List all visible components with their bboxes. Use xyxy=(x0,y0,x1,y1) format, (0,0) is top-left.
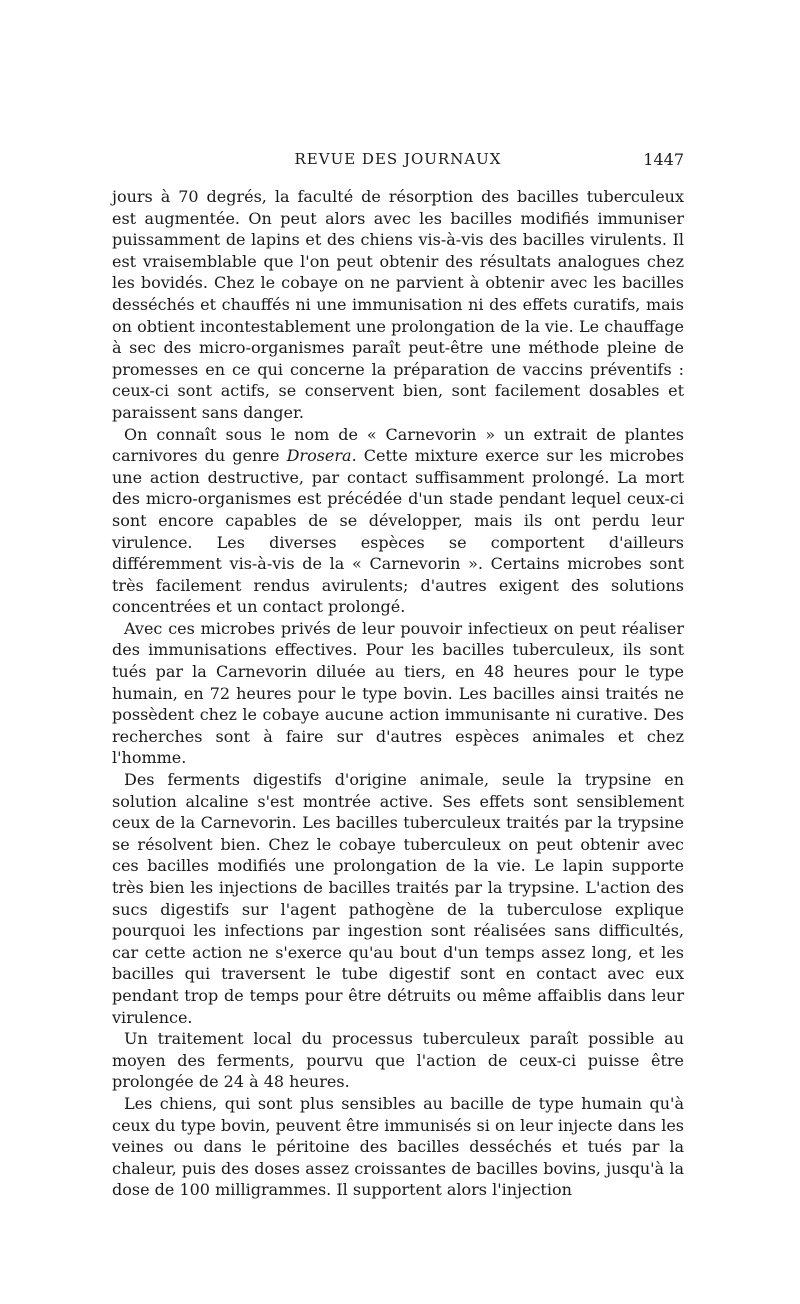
journal-title: REVUE DES JOURNAUX xyxy=(294,150,502,168)
paragraph-traitement-local: Un traitement local du processus tuberculeux paraît possible au moyen des ferments, pourvu que l'action de ceux-ci puisse être prolongée de 24 à 48 heures. xyxy=(112,1029,684,1092)
paragraph-carnevorin xyxy=(112,424,684,618)
paragraph-chiens: Les chiens, qui sont plus sensibles au bacille de type humain qu'à ceux du type bovin, peuvent être immunisés si on leur injecte dans les veines ou dans le péritoine des bacilles desséchés et tués par la chaleur, puis des doses assez croissantes de bacilles bovins, jusqu'à la dose de 100 milligrammes. Il supportent alors l'injection xyxy=(112,1093,684,1200)
paragraph-carnevorin-end: Cette mixture exerce sur les microbes une action destructive, par contact suffisamment prolongé. La mort des micro-organismes est précédée d'un stade pendant lequel ceux-ci sont encore capables de se développer, mais ils ont perdu leur virulence. Les diverses espèces se comportent d'ailleurs différemment vis-à-vis de la « Carnevorin ». Certains microbes sont très facilement rendus avirulents; d'autres exigent des solutions concentrées et un contact prolongé. xyxy=(112,446,684,617)
page-number: 1447 xyxy=(643,150,684,169)
paragraph-bacilles-chauffes: jours à 70 degrés, la faculté de résorption des bacilles tuberculeux est augmentée. On peut alors avec les bacilles modifiés immuniser puissamment de lapins et des chiens vis-à-vis des bacilles virulents. Il est vraisemblable que l'on peut obtenir des résultats analogues chez les bovidés. Chez le cobaye on ne parvient à obtenir avec les bacilles desséchés et chauffés ni une immunisation ni des effets curatifs, mais on obtient incontestablement une prolongation de la vie. Le chauffage à sec des micro-organismes paraît peut-être une méthode pleine de promesses en ce qui concerne la préparation de vaccins préventifs : ceux-ci sont actifs, se conservent bien, sont facilement dosables et paraissent sans danger. xyxy=(112,187,684,422)
genus-name: Drosera. xyxy=(286,446,357,466)
paragraph-immunisation: Avec ces microbes privés de leur pouvoir infectieux on peut réaliser des immunisations effectives. Pour les bacilles tuberculeux, ils sont tués par la Carnevorin diluée au tiers, en 48 heures pour le type humain, en 72 heures pour le type bovin. Les bacilles ainsi traités ne possèdent chez le cobaye aucune action immunisante ni curative. Des recherches sont à faire sur d'autres espèces animales et chez l'homme. xyxy=(112,618,684,768)
page xyxy=(112,150,684,1201)
article-body xyxy=(112,186,684,1201)
paragraph-ferments: Des ferments digestifs d'origine animale, seule la trypsine en solution alcaline s'est montrée active. Ses effets sont sensiblement ceux de la Carnevorin. Les bacilles tuberculeux traités par la trypsine se résolvent bien. Chez le cobaye tuberculeux on peut obtenir avec ces bacilles modifiés une prolongation de la vie. Le lapin supporte très bien les injections de bacilles traités par la trypsine. L'action des sucs digestifs sur l'agent pathogène de la tuberculose explique pourquoi les infections par ingestion sont réalisées sans difficultés, car cette action ne s'exerce qu'au bout d'un temps assez long, et les bacilles qui traversent le tube digestif sont en contact avec eux pendant trop de temps pour être détruits ou même affaiblis dans leur virulence. xyxy=(112,770,684,1027)
paragraph-carnevorin-start: On connaît sous le nom de « Carnevorin » un extrait de plantes carnivores du genre xyxy=(112,424,684,466)
running-header xyxy=(112,150,684,172)
